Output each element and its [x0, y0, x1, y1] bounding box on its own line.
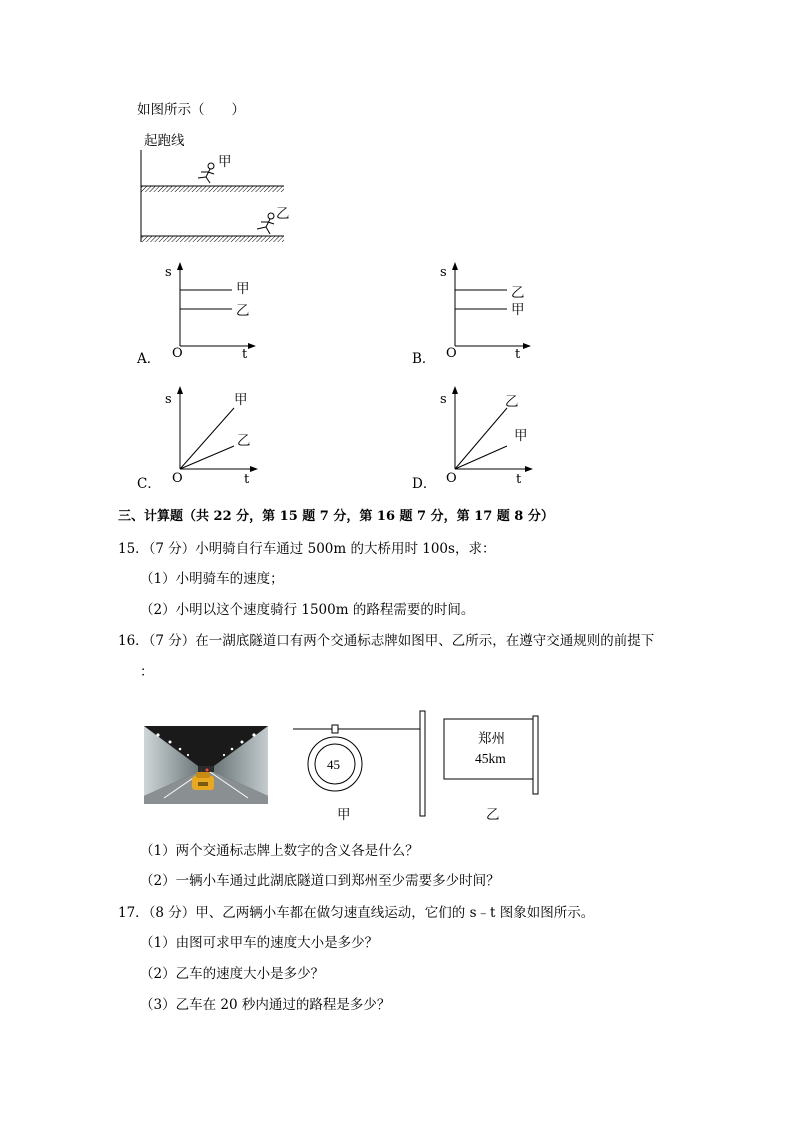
option-c-axis-s: s — [165, 392, 172, 407]
option-a-origin: O — [172, 346, 183, 361]
option-d-graph — [445, 386, 545, 486]
option-d-axis-s: s — [440, 392, 447, 407]
track-drawing — [136, 150, 296, 250]
option-d-bottom-label: 甲 — [514, 428, 528, 444]
option-b-letter: B． — [412, 351, 436, 367]
q15-sub2: （2）小明以这个速度骑行 1500m 的路程需要的时间。 — [140, 602, 475, 618]
q16-stem-cont: ： — [140, 664, 154, 680]
tunnel-photo — [144, 726, 268, 804]
runner-yi-icon — [257, 213, 274, 234]
q17-sub2: （2）乙车的速度大小是多少？ — [140, 966, 325, 982]
option-b-bottom-label: 甲 — [511, 302, 525, 318]
q15-stem: 15．（7 分）小明骑自行车通过 500m 的大桥用时 100s，求： — [118, 541, 496, 557]
option-d-letter: D． — [412, 476, 437, 492]
option-d-axis-t: t — [516, 472, 522, 487]
caption-jia: 甲 — [337, 807, 351, 823]
option-a-axis-t: t — [242, 347, 248, 362]
runner-yi-label: 乙 — [276, 206, 290, 222]
option-a-axis-s: s — [165, 265, 172, 280]
question-intro: 如图所示（ ） — [137, 102, 245, 118]
option-b-origin: O — [446, 346, 457, 361]
option-d-origin: O — [446, 471, 457, 486]
q15-sub1: （1）小明骑车的速度； — [140, 571, 284, 587]
section-header: 三、计算题（共 22 分，第 15 题 7 分，第 16 题 7 分，第 17 题 8 分） — [118, 509, 554, 524]
option-b-axis-s: s — [440, 265, 447, 280]
q16-sub1: （1）两个交通标志牌上数字的含义各是什么？ — [140, 843, 419, 859]
option-a-top-label: 甲 — [236, 281, 250, 297]
runner-jia-icon — [198, 163, 214, 183]
option-c-graph — [170, 386, 270, 486]
option-b-graph — [445, 262, 545, 362]
option-c-top-label: 甲 — [234, 392, 248, 408]
option-a-letter: A． — [137, 351, 161, 367]
option-b-axis-t: t — [515, 347, 521, 362]
speed-limit-sign — [293, 720, 423, 800]
option-c-bottom-label: 乙 — [237, 433, 251, 449]
option-a-bottom-label: 乙 — [236, 303, 250, 319]
q17-sub3: （3）乙车在 20 秒内通过的路程是多少？ — [140, 997, 391, 1013]
distance-sign-city: 郑州 — [478, 731, 505, 747]
option-c-letter: C． — [137, 476, 161, 492]
q17-stem: 17．（8 分）甲、乙两辆小车都在做匀速直线运动，它们的 s﹣t 图象如图所示。 — [118, 905, 595, 921]
runner-jia-label: 甲 — [218, 154, 232, 170]
distance-sign-value: 45km — [475, 751, 506, 766]
option-c-origin: O — [172, 471, 183, 486]
sign-post-1 — [418, 710, 428, 820]
start-line-label: 起跑线 — [144, 133, 185, 149]
q17-sub1: （1）由图可求甲车的速度大小是多少？ — [140, 935, 379, 951]
option-c-axis-t: t — [244, 472, 250, 487]
caption-yi: 乙 — [486, 807, 500, 823]
speed-limit-value: 45 — [327, 757, 340, 772]
option-d-top-label: 乙 — [505, 394, 519, 410]
option-a-graph — [170, 262, 270, 362]
q16-stem: 16．（7 分）在一湖底隧道口有两个交通标志牌如图甲、乙所示，在遵守交通规则的前提下 — [118, 633, 655, 649]
option-b-top-label: 乙 — [511, 285, 525, 301]
q16-sub2: （2）一辆小车通过此湖底隧道口到郑州至少需要多少时间？ — [140, 873, 500, 889]
